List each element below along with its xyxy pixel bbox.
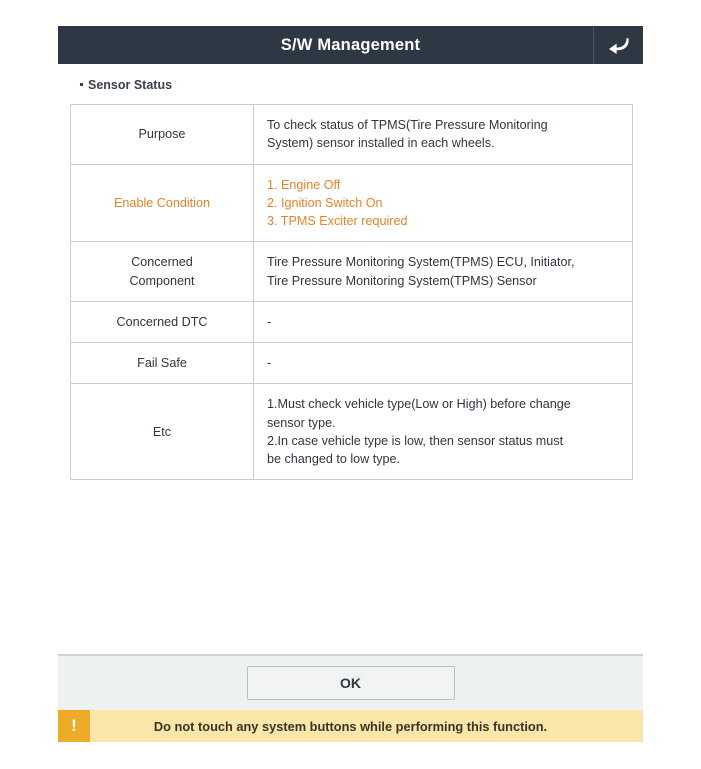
table-value-line: To check status of TPMS(Tire Pressure Monitoring	[267, 118, 548, 132]
table-value-line: sensor type.	[267, 415, 336, 430]
table-row	[71, 384, 633, 480]
bullet-icon	[80, 83, 83, 86]
warning-text: Do not touch any system buttons while performing this function.	[153, 718, 548, 734]
table-label-line: Etc	[152, 424, 172, 439]
ok-button[interactable]: OK	[247, 666, 455, 700]
table-value-line: Tire Pressure Monitoring System(TPMS) ECU, Initiator,	[267, 255, 575, 270]
table-value-line: -	[267, 314, 272, 329]
table-row-value	[254, 164, 633, 242]
table-value-line: be changed to low type.	[267, 452, 401, 466]
table-row-value	[254, 242, 633, 302]
title-bar	[58, 26, 643, 64]
table-value-line: Tire Pressure Monitoring System(TPMS) Sensor	[267, 273, 537, 288]
table-label-line: Component	[129, 273, 195, 288]
table-label-line: Concerned DTC	[116, 314, 208, 329]
table-row-value	[254, 301, 633, 342]
return-arrow-icon	[606, 35, 632, 55]
swm-dialog	[58, 26, 643, 742]
exclamation-icon: !	[58, 710, 90, 742]
table-row	[71, 164, 633, 242]
section-label	[80, 78, 643, 92]
warning-bar	[58, 710, 643, 742]
info-table-body	[71, 105, 633, 480]
section-label-text: Sensor Status	[88, 78, 173, 92]
table-row-value	[254, 105, 633, 165]
table-row-label	[71, 343, 254, 384]
table-value-line: 2.In case vehicle type is low, then sensor status must	[267, 433, 564, 448]
table-value-line: 1.Must check vehicle type(Low or High) before change	[267, 397, 571, 412]
back-button[interactable]	[593, 26, 643, 64]
table-row	[71, 105, 633, 165]
table-label-line: Fail Safe	[137, 356, 187, 370]
table-value-line: 2. Ignition Switch On	[267, 195, 383, 210]
table-row-label	[71, 384, 254, 480]
table-row	[71, 242, 633, 302]
table-row-value	[254, 343, 633, 384]
table-value-line: 3. TPMS Exciter required	[267, 214, 408, 228]
table-label-line: Concerned	[131, 255, 193, 270]
table-row-label	[71, 242, 254, 302]
table-value-line: System) sensor installed in each wheels.	[267, 136, 495, 151]
info-table	[70, 104, 633, 480]
table-value-line: 1. Engine Off	[267, 177, 341, 192]
table-value-line: -	[267, 356, 272, 370]
table-row	[71, 301, 633, 342]
table-row-label	[71, 105, 254, 165]
table-row-label	[71, 301, 254, 342]
table-row-label	[71, 164, 254, 242]
table-label-line: Enable Condition	[114, 195, 210, 210]
action-bar	[58, 654, 643, 710]
page-title: S/W Management	[280, 35, 421, 54]
footer	[58, 654, 643, 742]
table-row	[71, 343, 633, 384]
table-row-value	[254, 384, 633, 480]
table-label-line: Purpose	[138, 127, 186, 142]
